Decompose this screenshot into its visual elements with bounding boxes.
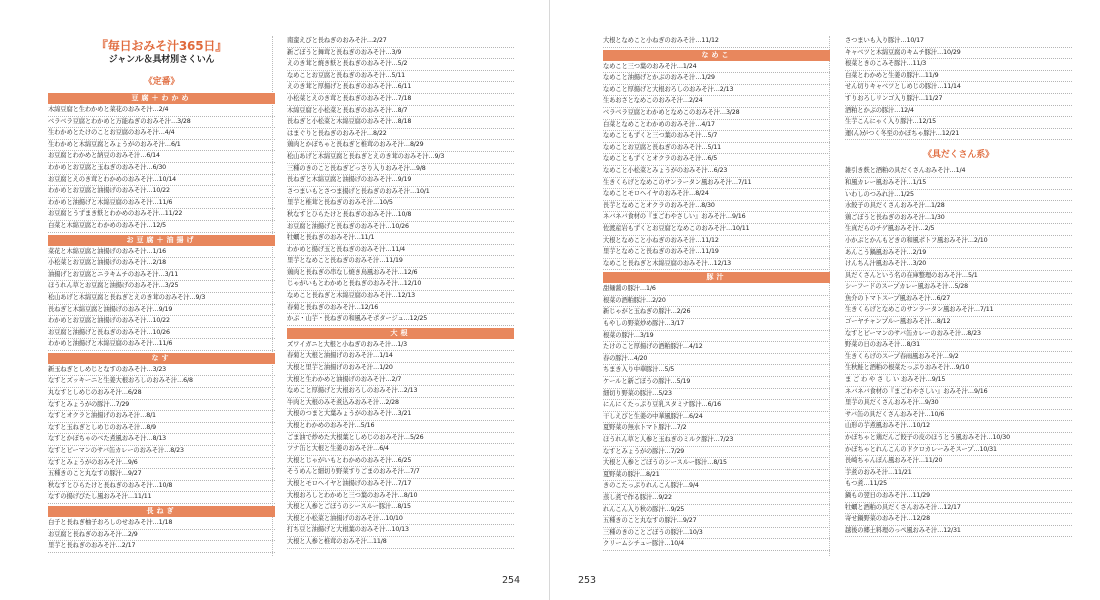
recipe-entry: なめこと小松菜とみょうがのおみそ汁…6/23 <box>603 166 830 178</box>
recipe-entry: ほうれん草と人参と玉ねぎのミルク豚汁…7/23 <box>603 435 830 447</box>
recipe-entry: なめこと油揚げとかぶのおみそ汁…1/29 <box>603 73 830 85</box>
recipe-entry: ま ご わ や さ し い おみそ汁…9/15 <box>845 375 1072 387</box>
recipe-entry: 鶏肉と長ねぎの串なし焼き鳥風おみそ汁…12/6 <box>287 268 514 280</box>
recipe-entry: 小松菜とえのき茸と長ねぎのおみそ汁…7/18 <box>287 94 514 106</box>
recipe-entry: 生きくらげとなめこのサンラータン風おみそ汁…7/11 <box>845 305 1072 317</box>
recipe-entry: 春菊と長ねぎのおみそ汁…12/16 <box>287 303 514 315</box>
recipe-entry: 生芋こんにゃく入り豚汁…12/15 <box>845 117 1072 129</box>
recipe-entry: お豆腐とえのき茸とわかめのおみそ汁…10/14 <box>48 175 275 187</box>
index-column-3 <box>603 36 830 551</box>
recipe-entry: いわしのつみれ汁…1/25 <box>845 190 1072 202</box>
recipe-entry: もつ煮…11/25 <box>845 479 1072 491</box>
recipe-entry: 里芋と長ねぎのおみそ汁…2/17 <box>48 541 275 553</box>
recipe-entry: 大根おろしとわかめと三つ葉のおみそ汁…8/10 <box>287 491 514 503</box>
recipe-entry: なめこと厚揚げと大根おろしのおみそ汁…2/13 <box>603 85 830 97</box>
book-subtitle: ジャンル＆具材別さくいん <box>108 55 215 65</box>
recipe-entry: 夏野菜の豚汁…8/21 <box>603 470 830 482</box>
recipe-entry: 長芋となめことオクラのおみそ汁…8/30 <box>603 201 830 213</box>
recipe-entry: 大根と生わかめと油揚げのおみそ汁…2/7 <box>287 375 514 387</box>
recipe-entry: 三種のきのこと長ねぎどっさり入りおみそ汁…9/8 <box>287 164 514 176</box>
recipe-entry: なすとみょうがのおみそ汁…9/6 <box>48 458 275 470</box>
recipe-entry: 長ねぎと木綿豆腐と油揚げのおみそ汁…9/19 <box>48 305 275 317</box>
recipe-entry: 秋なすとひらたけと長ねぎのおみそ汁…10/8 <box>287 210 514 222</box>
recipe-entry: 大根と人参とごぼうのシースルー豚汁…8/15 <box>603 458 830 470</box>
recipe-entry: お豆腐と油揚げと長ねぎのおみそ汁…10/26 <box>48 328 275 340</box>
recipe-entry: 五種きのこと丸なすの豚汁…9/27 <box>603 516 830 528</box>
recipe-entry: 大根と小松菜と油揚げのおみそ汁…10/10 <box>287 514 514 526</box>
recipe-list <box>603 284 830 551</box>
recipe-entry: 三種のきのことごぼうの豚汁…10/3 <box>603 528 830 540</box>
category-tofu-aburaage: お豆腐＋油揚げ <box>48 235 275 246</box>
index-column-4 <box>845 36 1072 537</box>
recipe-entry: 長崎ちゃんぽん風おみそ汁…11/20 <box>845 456 1072 468</box>
category-naganegi: 長ねぎ <box>48 506 275 517</box>
recipe-entry: れんこん入り秋の豚汁…9/25 <box>603 505 830 517</box>
recipe-entry: 生わかめとたけのことお豆腐のおみそ汁…4/4 <box>48 128 275 140</box>
recipe-entry: 五種きのこと丸なすの豚汁…9/27 <box>48 469 275 481</box>
recipe-entry: なすとズッキーニと生姜大根おろしのおみそ汁…6/8 <box>48 376 275 388</box>
recipe-entry: かぼちゃとれんこんのドクロカレーみそスープ…10/31 <box>845 445 1072 457</box>
recipe-entry: ベラベラ豆腐とわかめと万能ねぎのおみそ汁…3/28 <box>48 117 275 129</box>
recipe-entry: シーフードのスープカレー風おみそ汁…5/28 <box>845 282 1072 294</box>
section-hearty-heading: 《具だくさん系》 <box>923 150 994 161</box>
book-spine <box>549 0 550 600</box>
recipe-entry: 小かぶとかんもどきの和風ポトフ風おみそ汁…2/10 <box>845 236 1072 248</box>
book-title: 『毎日おみそ汁365日』 <box>95 39 228 53</box>
recipe-entry: お豆腐とわかめと納豆のおみそ汁…6/14 <box>48 151 275 163</box>
recipe-list <box>845 166 1072 537</box>
recipe-entry: 生きくらげのスープ春雨風おみそ汁…9/2 <box>845 352 1072 364</box>
recipe-entry: えのき茸と焼き麩と長ねぎのおみそ汁…5/2 <box>287 59 514 71</box>
page-number-left: 254 <box>502 575 521 586</box>
recipe-entry: 木綿豆腐と小松菜と長ねぎのおみそ汁…8/7 <box>287 106 514 118</box>
recipe-entry: 水餃子の具だくさんおみそ汁…1/28 <box>845 201 1072 213</box>
category-tonjiru: 豚汁 <box>603 272 830 283</box>
recipe-entry: 打ち豆と油揚げと大根葉のおみそ汁…10/13 <box>287 525 514 537</box>
recipe-entry: 大根と里芋と油揚げのおみそ汁…1/20 <box>287 363 514 375</box>
recipe-entry: 酒粕とかぶの豚汁…12/4 <box>845 106 1072 118</box>
recipe-entry: 里芋となめこと長ねぎのおみそ汁…11/19 <box>287 256 514 268</box>
recipe-entry: ズワイガニと大根と小ねぎのおみそ汁…1/3 <box>287 340 514 352</box>
recipe-list <box>48 247 275 351</box>
recipe-entry: 生あおさとなめこのおみそ汁…2/24 <box>603 96 830 108</box>
category-nameko: なめこ <box>603 50 830 61</box>
recipe-entry: たけのこと厚揚げの酒粕豚汁…4/12 <box>603 342 830 354</box>
recipe-entry: ケールと新ごぼうの豚汁…5/19 <box>603 377 830 389</box>
recipe-entry: 生わかめと木綿豆腐とみょうがのおみそ汁…6/1 <box>48 140 275 152</box>
recipe-list <box>48 518 275 553</box>
recipe-entry: なめこともずくとオクラのおみそ汁…6/5 <box>603 154 830 166</box>
recipe-entry: 丸なすとしめじのおみそ汁…6/28 <box>48 388 275 400</box>
recipe-entry: 雑引き麩と酒粕の具だくさんおみそ汁…1/4 <box>845 166 1072 178</box>
recipe-entry: サバ缶の具だくさんおみそ汁…10/6 <box>845 410 1072 422</box>
recipe-entry: 白子と長ねぎ柚子おろしのせおみそ汁…1/18 <box>48 518 275 530</box>
index-column-2 <box>287 36 514 549</box>
recipe-entry: 白菜とわかめと生姜の豚汁…11/9 <box>845 71 1072 83</box>
recipe-entry: キャベツと木綿豆腐のキムチ豚汁…10/29 <box>845 48 1072 60</box>
recipe-entry: きのこたっぷりれんこん豚汁…9/4 <box>603 481 830 493</box>
section-basic-heading: 《定番》 <box>143 77 180 87</box>
recipe-entry: ちまき入り中華豚汁…5/5 <box>603 365 830 377</box>
recipe-entry: 越後の郷土料理のっぺ風おみそ汁…12/31 <box>845 526 1072 538</box>
recipe-entry: ほうれん草とお豆腐と油揚げのおみそ汁…3/25 <box>48 281 275 293</box>
recipe-entry: 里芋となめこと長ねぎのおみそ汁…11/19 <box>603 247 830 259</box>
recipe-entry: あんこう鍋風おみそ汁…2/19 <box>845 248 1072 260</box>
recipe-entry: 運(ん)がつく冬至のかぼちゃ豚汁…12/21 <box>845 129 1072 141</box>
recipe-entry: 寄せ鍋野菜のおみそ汁…12/28 <box>845 514 1072 526</box>
recipe-list <box>845 36 1072 140</box>
recipe-entry: 芋煮のおみそ汁…11/21 <box>845 468 1072 480</box>
recipe-entry: お豆腐と長ねぎのおみそ汁…2/9 <box>48 530 275 542</box>
recipe-entry: 白菜となめことわかめのおみそ汁…4/17 <box>603 120 830 132</box>
recipe-entry: なめこと厚揚げと大根おろしのおみそ汁…2/13 <box>287 386 514 398</box>
recipe-entry: 木綿豆腐と生わかめと菜花のおみそ汁…2/4 <box>48 105 275 117</box>
recipe-entry: 甜麺醤の豚汁…1/6 <box>603 284 830 296</box>
recipe-entry: なすとオクラと油揚げのおみそ汁…8/1 <box>48 411 275 423</box>
recipe-entry: ベラベラ豆腐とわかめとなめこのおみそ汁…3/28 <box>603 108 830 120</box>
recipe-entry: 新じゃがと玉ねぎの豚汁…2/26 <box>603 307 830 319</box>
recipe-entry: 里芋と椎茸と長ねぎのおみそ汁…10/5 <box>287 198 514 210</box>
recipe-entry: 松山あげと木綿豆腐と長ねぎとえのき茸のおみそ汁…9/3 <box>287 152 514 164</box>
recipe-entry: 根菜の豚汁…3/19 <box>603 331 830 343</box>
recipe-entry: なめこと長ねぎと木綿豆腐のおみそ汁…12/13 <box>603 259 830 271</box>
recipe-entry: 菜花と木綿豆腐と油揚げのおみそ汁…1/16 <box>48 247 275 259</box>
recipe-entry: 長ねぎと木綿豆腐と油揚げのおみそ汁…9/19 <box>287 175 514 187</box>
recipe-entry: なすとみょうがの豚汁…7/29 <box>603 447 830 459</box>
recipe-entry: ゴーヤチャンプルー風おみそ汁…8/12 <box>845 317 1072 329</box>
recipe-entry: 鶏ごぼうと長ねぎのおみそ汁…1/30 <box>845 213 1072 225</box>
recipe-entry: わかめとお豆腐と油揚げのおみそ汁…10/22 <box>48 186 275 198</box>
recipe-entry: 松山あげと木綿豆腐と長ねぎとえのき茸のおみそ汁…9/3 <box>48 293 275 305</box>
recipe-entry: 佐渡産岩もずくとお豆腐となめこのおみそ汁…10/11 <box>603 224 830 236</box>
recipe-entry: なすとみょうがの豚汁…7/29 <box>48 400 275 412</box>
recipe-entry: 牡蠣と長ねぎのおみそ汁…11/1 <box>287 233 514 245</box>
recipe-entry: わかめと揚げ玉と長ねぎのおみそ汁…11/4 <box>287 245 514 257</box>
recipe-entry: 大根と人参とごぼうのシースルー豚汁…8/15 <box>287 502 514 514</box>
recipe-entry: 大根とじゃがいもとわかめのおみそ汁…6/25 <box>287 456 514 468</box>
recipe-entry: さつまいも入り豚汁…10/17 <box>845 36 1072 48</box>
recipe-entry: かぼちゃと鶏だんご餃子の皮のほうとう風おみそ汁…10/30 <box>845 433 1072 445</box>
recipe-entry: 野菜の日のおみそ汁…8/31 <box>845 340 1072 352</box>
recipe-entry: 生秋鮭と酒粕の根菜たっぷりおみそ汁…9/10 <box>845 363 1072 375</box>
recipe-entry: えのき茸と厚揚げと長ねぎのおみそ汁…6/11 <box>287 82 514 94</box>
recipe-entry: 春の豚汁…4/20 <box>603 354 830 366</box>
recipe-list <box>287 340 514 549</box>
recipe-entry: わかめとお豆腐と油揚げのおみそ汁…10/22 <box>48 316 275 328</box>
recipe-entry: なめこと三つ葉のおみそ汁…1/24 <box>603 62 830 74</box>
recipe-entry: 生真だらのチゲ風おみそ汁…2/5 <box>845 224 1072 236</box>
recipe-entry: なめこと長ねぎと木綿豆腐のおみそ汁…12/13 <box>287 291 514 303</box>
recipe-entry: クリームシチュー豚汁…10/4 <box>603 539 830 551</box>
recipe-entry: 鶏肉とかぼちゃと長ねぎと椎茸のおみそ汁…8/29 <box>287 140 514 152</box>
recipe-entry: 新玉ねぎとしめじとなすのおみそ汁…3/23 <box>48 365 275 377</box>
recipe-entry: さつまいもとさつま揚げと長ねぎのおみそ汁…10/1 <box>287 187 514 199</box>
recipe-entry: なすとピーマンのサバ缶カレーのおみそ汁…8/23 <box>48 446 275 458</box>
category-nasu: なす <box>48 353 275 364</box>
recipe-entry: 根菜ときのこみそ豚汁…11/3 <box>845 59 1072 71</box>
page-number-right: 253 <box>578 575 597 586</box>
recipe-entry: お豆腐と油揚げと長ねぎのおみそ汁…10/26 <box>287 222 514 234</box>
recipe-entry: わかめと油揚げと木綿豆腐のおみそ汁…11/6 <box>48 339 275 351</box>
recipe-entry: なめことモロヘイヤのおみそ汁…8/24 <box>603 189 830 201</box>
recipe-entry: 蒸し煮で作る豚汁…9/22 <box>603 493 830 505</box>
recipe-entry: すりおろしリンゴ入り豚汁…11/27 <box>845 94 1072 106</box>
recipe-entry: なめこともずくと三つ葉のおみそ汁…5/7 <box>603 131 830 143</box>
recipe-entry: そうめんと細切り野菜すりごまのおみそ汁…7/7 <box>287 467 514 479</box>
recipe-entry: 大根のつまと大葉みょうがのおみそ汁…3/21 <box>287 409 514 421</box>
recipe-entry: ネバネバ食材の『まごわやさしい』おみそ汁…9/16 <box>845 387 1072 399</box>
recipe-entry: ツナ缶と大根と生姜のおみそ汁…6/4 <box>287 444 514 456</box>
recipe-entry: なめことお豆腐と長ねぎのおみそ汁…5/11 <box>287 71 514 83</box>
recipe-list <box>287 36 514 326</box>
recipe-entry: 夏野菜の無水トマト豚汁…7/2 <box>603 423 830 435</box>
recipe-list <box>48 105 275 233</box>
recipe-entry: 根菜の酒粕豚汁…2/20 <box>603 296 830 308</box>
recipe-entry: 生きくらげとなめこのサンラータン風おみそ汁…7/11 <box>603 178 830 190</box>
recipe-entry: わかめとお豆腐と玉ねぎのおみそ汁…6/30 <box>48 163 275 175</box>
recipe-entry: にんにくたっぷり豆乳スタミナ豚汁…6/16 <box>603 400 830 412</box>
recipe-entry: 大根とわかめのおみそ汁…5/16 <box>287 421 514 433</box>
recipe-entry: 春菊と大根と油揚げのおみそ汁…1/14 <box>287 351 514 363</box>
recipe-entry: 里芋の具だくさんおみそ汁…9/30 <box>845 398 1072 410</box>
recipe-entry: ネバネバ食材の『まごわやさしい』おみそ汁…9/16 <box>603 212 830 224</box>
recipe-list <box>603 62 830 271</box>
recipe-entry: なすとかぼちゃのべた煮風おみそ汁…8/13 <box>48 434 275 446</box>
recipe-entry: 和風カレー風おみそ汁…1/15 <box>845 178 1072 190</box>
recipe-entry: せん切りキャベツとしめじの豚汁…11/14 <box>845 82 1072 94</box>
recipe-entry: 白菜と木綿豆腐とわかめのおみそ汁…12/5 <box>48 221 275 233</box>
recipe-entry: 大根となめこと小ねぎのおみそ汁…11/12 <box>603 36 830 48</box>
recipe-entry: 干しえびと生姜の中華風豚汁…6/24 <box>603 412 830 424</box>
recipe-entry: 牛肉と大根のみそ煮込みおみそ汁…2/28 <box>287 398 514 410</box>
recipe-entry: 秋なすとひらたけと長ねぎのおみそ汁…10/8 <box>48 481 275 493</box>
recipe-entry: 鍋もの翌日のおみそ汁…11/29 <box>845 491 1072 503</box>
recipe-entry: なすと玉ねぎとしめじのおみそ汁…8/9 <box>48 423 275 435</box>
recipe-entry: わかめと油揚げと木綿豆腐のおみそ汁…11/6 <box>48 198 275 210</box>
recipe-entry: 魚介のトマトスープ風おみそ汁…6/27 <box>845 294 1072 306</box>
recipe-list <box>603 36 830 48</box>
recipe-entry: なすの揚げびたし風おみそ汁…11/11 <box>48 492 275 504</box>
index-column-1 <box>48 36 275 553</box>
recipe-entry: ごま油で炒めた大根葉としめじのおみそ汁…5/26 <box>287 433 514 445</box>
recipe-entry: 長ねぎと小松菜と木綿豆腐のおみそ汁…8/18 <box>287 117 514 129</box>
recipe-entry: 南蛮えびと長ねぎのおみそ汁…2/27 <box>287 36 514 48</box>
recipe-entry: けんちん汁風おみそ汁…3/20 <box>845 259 1072 271</box>
recipe-entry: 大根とモロヘイヤと油揚げのおみそ汁…7/17 <box>287 479 514 491</box>
recipe-list <box>48 365 275 504</box>
category-tofu-wakame: 豆腐＋わかめ <box>48 93 275 104</box>
recipe-entry: 新ごぼうと舞茸と長ねぎのおみそ汁…3/9 <box>287 48 514 60</box>
recipe-entry: 油揚げとお豆腐とニラキムチのおみそ汁…3/11 <box>48 270 275 282</box>
recipe-entry: お豆腐とうずまき麩とわかめのおみそ汁…11/22 <box>48 209 275 221</box>
recipe-entry: 大根と人参と椎茸のおみそ汁…11/8 <box>287 537 514 549</box>
category-daikon: 大根 <box>287 328 514 339</box>
recipe-entry: 小松菜とお豆腐と油揚げのおみそ汁…2/18 <box>48 258 275 270</box>
recipe-entry: 牡蠣と酒粕の具だくさんおみそ汁…12/17 <box>845 503 1072 515</box>
recipe-entry: 細切り野菜の豚汁…5/23 <box>603 389 830 401</box>
recipe-entry: なめことお豆腐と長ねぎのおみそ汁…5/11 <box>603 143 830 155</box>
recipe-entry: はまぐりと長ねぎのおみそ汁…8/22 <box>287 129 514 141</box>
recipe-entry: かぶ・山芋・長ねぎの和風みそポタージュ…12/25 <box>287 314 514 326</box>
recipe-entry: 具だくさんという名の在庫整理のおみそ汁…5/1 <box>845 271 1072 283</box>
recipe-entry: なすとピーマンのサバ缶カレーのおみそ汁…8/23 <box>845 329 1072 341</box>
recipe-entry: もやしの野菜炒め豚汁…3/17 <box>603 319 830 331</box>
recipe-entry: 山形の芋煮風おみそ汁…10/12 <box>845 421 1072 433</box>
recipe-entry: じゃがいもとわかめと長ねぎのおみそ汁…12/10 <box>287 279 514 291</box>
recipe-entry: 大根となめこと小ねぎのおみそ汁…11/12 <box>603 236 830 248</box>
